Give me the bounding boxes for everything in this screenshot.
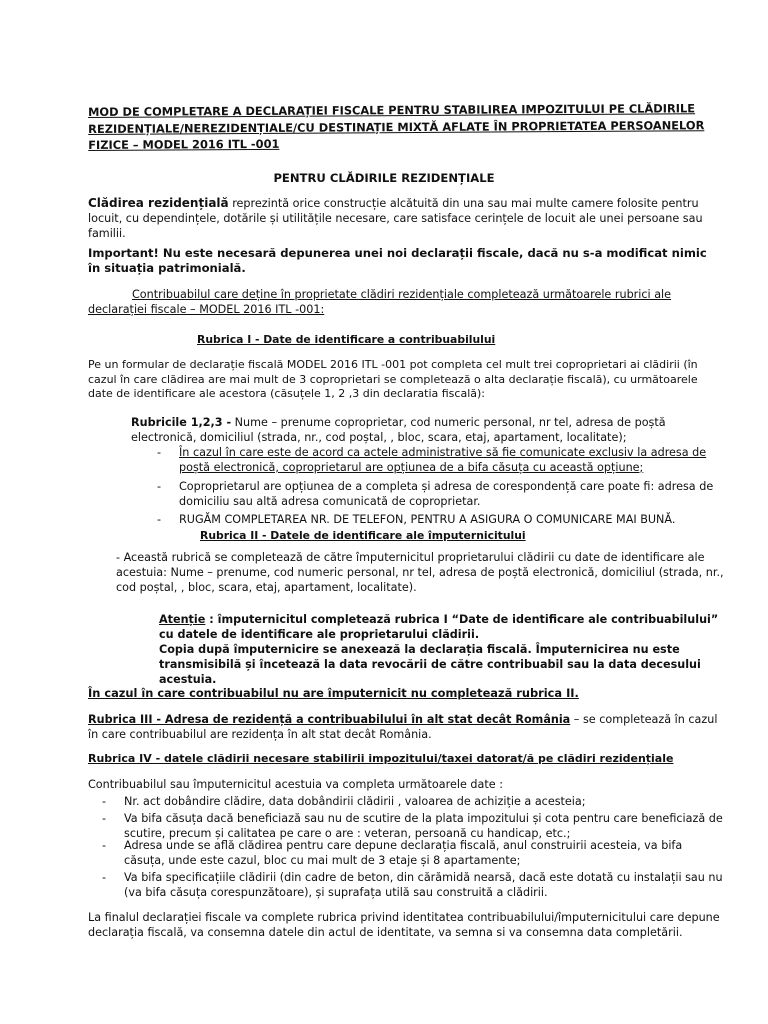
- bullet-text: Adresa unde se află clădirea pentru care depune declarația fiscală, anul construirii acesteia, va bifa căsuța, unde este cazul, bloc cu mai mult de 3 etaje și 8 apartamente;: [124, 839, 683, 867]
- bullet-dash: -: [102, 812, 107, 825]
- intro-term: Clădirea rezidențială: [88, 196, 229, 210]
- rubrica3-heading: Rubrica III - Adresa de rezidență a contribuabilului în alt stat decât România: [88, 713, 571, 726]
- bullet-dash: -: [157, 480, 162, 493]
- copia-paragraph: Copia după împuternicire se anexează la declarația fiscală. Împuternicirea nu este transmisibilă și încetează la data revocării de către contribuabil sau la data decesului acestuia.: [159, 643, 701, 686]
- bullet-dash: -: [102, 839, 107, 852]
- bullet-text: RUGĂM COMPLETAREA NR. DE TELEFON, PENTRU A ASIGURA O COMUNICARE MAI BUNĂ.: [179, 513, 676, 526]
- bullet-text: Nr. act dobândire clădire, data dobândirii clădirii , valoarea de achiziție a acesteia;: [124, 795, 586, 808]
- contributor-heading: [88, 288, 708, 318]
- document-title: MOD DE COMPLETARE A DECLARAȚIEI FISCALE PENTRU STABILIREA IMPOZITULUI PE CLĂDIRILE REZIDENȚIALE/NEREZIDENȚIALE/CU DESTINAȚIE MIXTĂ AFLATE ÎN PROPRIETATEA PERSOANELOR FIZICE – MODEL 2016 ITL -001: [88, 101, 705, 153]
- section-subtitle: PENTRU CLĂDIRILE REZIDENȚIALE: [273, 171, 495, 185]
- final-paragraph: La finalul declarației fiscale va complete rubrica privind identitatea contribuabilului/împuternicitului care depune declarația fiscală, va consemna datele din actul de identitate, va semna si va consemna data completării.: [88, 911, 720, 939]
- atentie-text: : împuternicitul completează rubrica I “Date de identificare ale contribuabilului” cu datele de identificare ale proprietarului clădirii.: [159, 613, 719, 641]
- bullet-text: Va bifa căsuța dacă beneficiază sau nu de scutire de la plata impozitului și cota pentru care beneficiază de scutire, precum și calitatea pe care o are : veteran, persoană cu handicap, etc.;: [124, 812, 723, 840]
- bullet-dash: -: [157, 513, 162, 526]
- bullet-dash: -: [157, 446, 162, 459]
- contributor-heading-model: – MODEL 2016 ITL -001:: [186, 302, 325, 316]
- rubrica3-paragraph: [88, 713, 728, 743]
- rubricile-label: Rubricile 1,2,3 -: [131, 416, 232, 429]
- rubrica3-text: – se completează în cazul în care contribuabilul are rezidența în alt stat decât România.: [88, 713, 718, 741]
- no-empowered-note: În cazul în care contribuabilul nu are împuternicit nu completează rubrica II.: [88, 686, 579, 700]
- rubricile-text: Nume – prenume coproprietar, cod numeric personal, nr tel, adresa de poștă electronică, domiciliul (strada, nr., cod poștal, , bloc, scara, etaj, apartament, localitate);: [131, 416, 666, 444]
- bullet-dash: -: [102, 795, 107, 808]
- intro-paragraph: [88, 196, 724, 241]
- rubrica4-intro: Contribuabilul sau împuternicitul acestuia va completa următoarele date :: [88, 778, 503, 791]
- important-note: Important! Nu este necesară depunerea unei noi declarații fiscale, dacă nu s-a modificat nimic în situația patrimonială.: [88, 246, 707, 276]
- rubricile-paragraph: [131, 416, 711, 446]
- atentie-paragraph: [159, 613, 719, 643]
- rubrica1-text: Pe un formular de declarație fiscală MODEL 2016 ITL -001 pot completa cel mult trei coproprietari ai clădirii (în cazul în care clădirea are mai mult de 3 coproprietari se completează o alta declarație fiscală), cu următoarele date de identificare ale acestora (căsuțele 1, 2 ,3 din declaratia fiscală):: [88, 358, 698, 401]
- rubrica2-heading: Rubrica II - Datele de identificare ale împuternicitului: [200, 529, 526, 542]
- bullet-text: Coproprietarul are opțiunea de a completa și adresa de corespondență care poate fi: adresa de domiciliu sau altă adresa comunicată de coproprietar.: [179, 480, 714, 508]
- bullet-text: În cazul în care este de acord ca actele administrative să fie comunicate exclusiv la adresa de poștă electronică, coproprietarul are opțiunea de a bifa căsuța cu această opțiune;: [179, 446, 707, 474]
- rubrica1-heading: Rubrica I - Date de identificare a contribuabilului: [197, 333, 496, 346]
- intro-definition: reprezintă orice construcție alcătuită din una sau mai multe camere folosite pentru locuit, cu dependințele, dotările și utilitățile necesare, care satisface cerințele de locuit ale unei persoane sau familii.: [88, 197, 703, 240]
- atentie-label: Atenție: [159, 613, 206, 626]
- bullet-dash: -: [102, 871, 107, 884]
- bullet-text: Va bifa specificațiile clădirii (din cadre de beton, din cărămidă nearsă, dacă este dotată cu instalații sau nu (va bifa căsuța corespunzătoare), și suprafața utilă sau construită a clădirii.: [124, 871, 723, 899]
- contributor-heading-text: Contribuabilul care deține în proprietate clădiri rezidențiale completează următoarele rubrici ale declarației fiscale: [88, 288, 672, 316]
- rubrica2-text: - Această rubrică se completează de către împuternicitul proprietarului clădirii cu date de identificare ale acestuia: Nume – prenume, cod numeric personal, nr tel, adresa de poștă electronică, domiciliul (strada, nr., cod poștal, , bloc, scara, etaj, apartament, localitate).: [116, 551, 724, 594]
- rubrica4-heading: Rubrica IV - datele clădirii necesare stabilirii impozitului/taxei datorat/ă pe clădiri rezidențiale: [88, 752, 674, 765]
